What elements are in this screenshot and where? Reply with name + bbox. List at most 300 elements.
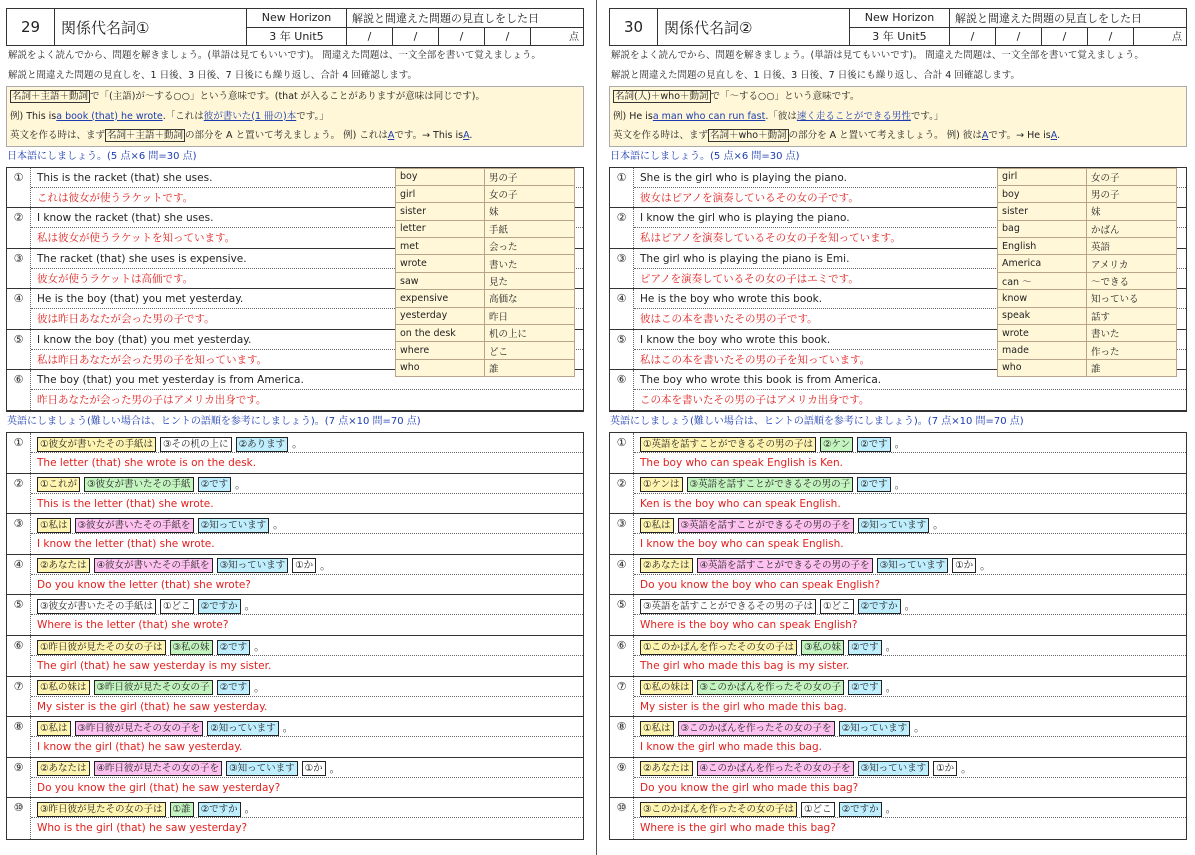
vocab-english: bag	[998, 220, 1087, 237]
answer-english[interactable]: Do you know the boy who can speak English?	[640, 578, 880, 591]
grammar-text: の部分を A と置いて考えましょう。 例) 彼は	[788, 130, 982, 141]
hint-chip: ②知っています	[207, 721, 279, 736]
answer-english[interactable]: The girl who made this bag is my sister.	[640, 660, 850, 673]
question-row	[610, 798, 1186, 839]
question-number: ⑥	[7, 636, 31, 676]
grammar-text: .「これは	[162, 110, 204, 122]
hint-chip: ③彼女が書いたその手紙は	[37, 599, 156, 614]
grammar-text: で「(主語)が～する○○」という意味です。(that が入ることがありますが意味は同じです)。	[90, 91, 485, 102]
answer-english[interactable]: Where is the letter (that) she wrote?	[37, 619, 229, 632]
question-row	[7, 433, 583, 474]
sentence-end: 。	[282, 722, 294, 735]
answer-english[interactable]: The letter (that) she wrote is on the desk.	[37, 457, 257, 470]
vocab-japanese: 誰	[1087, 359, 1177, 376]
question-row	[610, 636, 1186, 677]
question-number: ③	[7, 514, 31, 554]
date-slot[interactable]: /	[485, 28, 531, 45]
question-english: The boy who wrote this book is from America.	[634, 370, 1186, 390]
instruction-line: 解説と間違えた問題の見直しを、1 日後、3 日後、7 日後にも繰り返し、合計 4 回確認します。	[8, 70, 418, 81]
grammar-text: 例) This is	[10, 110, 57, 122]
question-number: ②	[610, 208, 634, 248]
question-content	[31, 677, 583, 717]
vocab-japanese: 高価な	[485, 290, 575, 307]
lesson-title: 関係代名詞②	[658, 9, 850, 45]
instruction-line: 解説をよく読んでから、問題を解きましょう。(単語は見てもいいです)。 間違えた問題は、一文全部を書いて覚えましょう。	[611, 50, 1144, 61]
vocab-japanese: 誰	[485, 359, 575, 376]
hint-chip: ①このかばんを作ったその女の子は	[640, 640, 797, 655]
question-number: ⑧	[7, 717, 31, 757]
grammar-text: 英文を作る時は、まず	[613, 130, 709, 141]
hint-chip: ②ですか	[198, 802, 241, 817]
hint-chip: ②です	[857, 437, 891, 452]
hint-chip: ②ケン	[820, 437, 853, 452]
vocab-japanese: 女の子	[1087, 168, 1177, 185]
hint-chips	[31, 717, 583, 737]
question-number: ①	[610, 433, 634, 473]
grammar-example	[10, 107, 580, 127]
sentence-end: 。	[933, 519, 944, 532]
question-english: I know the boy who wrote this book.	[634, 330, 1186, 350]
question-number: ⑥	[7, 370, 31, 410]
answer-english[interactable]: Who is the girl (that) he saw yesterday?	[37, 822, 248, 835]
grammar-example	[613, 107, 1183, 127]
sentence-end: 。	[244, 803, 256, 816]
vocab-english: sister	[396, 203, 485, 220]
hint-chip: ③彼女が書いたその手紙を	[75, 518, 194, 533]
vocab-row	[998, 185, 1177, 202]
question-number: ⑨	[7, 758, 31, 798]
question-english: I know the girl who is playing the piano.	[634, 208, 1186, 228]
question-number: ⑩	[610, 798, 634, 839]
vocab-row	[998, 203, 1177, 220]
vocab-english: saw	[396, 272, 485, 289]
vocab-english: girl	[998, 168, 1087, 185]
question-number: ③	[7, 249, 31, 289]
sentence-end: 。	[885, 681, 897, 694]
question-number: ③	[610, 514, 634, 554]
grammar-text: .	[1057, 130, 1061, 141]
question-row	[610, 677, 1186, 718]
hint-chip: ①私は	[37, 721, 71, 736]
hint-chips	[634, 595, 1186, 615]
answer-japanese[interactable]: これは彼女が使うラケットです。	[37, 191, 194, 204]
vocab-row	[396, 220, 575, 237]
hint-chip: ①ケンは	[640, 477, 683, 492]
sentence-end: 。	[273, 519, 284, 532]
grammar-text: です。」	[910, 110, 944, 122]
grammar-tip	[613, 126, 1183, 146]
question-english: She is the girl who is playing the piano.	[634, 168, 1186, 188]
grammar-text: です。→ This is	[394, 130, 464, 141]
answer-english[interactable]: Do you know the girl (that) he saw yesterday?	[37, 781, 281, 794]
hint-chips	[634, 636, 1186, 656]
question-number: ⑥	[610, 370, 634, 410]
question-english: The girl who is playing the piano is Emi.	[634, 249, 1186, 269]
review-dates	[347, 9, 583, 45]
grammar-explanation	[6, 86, 584, 147]
question-content	[31, 595, 583, 635]
hint-chip: ②あなたは	[640, 761, 693, 776]
answer-japanese[interactable]: 彼女が使うラケットは高価です。	[37, 272, 194, 285]
answer-english[interactable]: The girl (that) he saw yesterday is my sister.	[37, 660, 272, 673]
hint-chip: ④このかばんを作ったその女の子を	[697, 761, 854, 776]
question-row	[7, 677, 583, 718]
vocab-row	[998, 238, 1177, 255]
hint-chips	[634, 514, 1186, 534]
answer-english[interactable]: My sister is the girl (that) he saw yesterday.	[37, 700, 268, 713]
grammar-tip	[10, 126, 580, 146]
vocab-row	[396, 185, 575, 202]
question-number: ①	[7, 433, 31, 473]
answer-english[interactable]: This is the letter (that) she wrote.	[37, 497, 214, 510]
vocab-japanese: 妹	[485, 203, 575, 220]
translation-block	[6, 167, 584, 413]
vocab-japanese: アメリカ	[1087, 255, 1177, 272]
question-row	[7, 798, 583, 839]
answer-english[interactable]: I know the boy who can speak English.	[640, 538, 844, 551]
question-content	[31, 636, 583, 676]
question-content	[31, 433, 583, 473]
question-english: He is the boy who wrote this book.	[634, 289, 1186, 309]
vocab-japanese: 女の子	[485, 185, 575, 202]
hint-chip: ①誰	[170, 802, 194, 817]
hint-chip: ①英語を話すことができるその男の子は	[640, 437, 816, 452]
hint-chip: ④彼女が書いたその手紙を	[94, 558, 213, 573]
question-row	[7, 474, 583, 515]
question-content	[31, 555, 583, 595]
vocab-english: where	[396, 342, 485, 359]
question-number: ④	[610, 289, 634, 329]
vocab-row	[396, 325, 575, 342]
instruction-line: 解説と間違えた問題の見直しを、1 日後、3 日後、7 日後にも繰り返し、合計 4 回確認します。	[611, 70, 1021, 81]
placeholder-a: A	[981, 130, 989, 141]
sentence-end: 。	[254, 681, 265, 694]
sentence-end: 。	[320, 559, 331, 572]
hint-chip: ②あなたは	[37, 761, 90, 776]
placeholder-a: A	[387, 130, 395, 141]
answer-english[interactable]: Ken is the boy who can speak English.	[640, 497, 841, 510]
hint-chip: ②知っています	[839, 721, 911, 736]
sentence-end: 。	[894, 478, 906, 491]
vocab-english: made	[998, 342, 1087, 359]
answer-japanese[interactable]: 私はピアノを演奏しているその女の子を知っています。	[640, 232, 901, 245]
answer-japanese[interactable]: 私はこの本を書いたその男の子を知っています。	[640, 353, 871, 366]
question-number: ④	[7, 555, 31, 595]
hint-chip: ①私の妹は	[37, 680, 90, 695]
hint-chips	[31, 595, 583, 615]
unit-label: 3 年 Unit5	[269, 30, 324, 44]
answer-japanese[interactable]: 彼は昨日あなたが会った男の子です。	[37, 313, 215, 326]
hint-chip: ①私は	[37, 518, 71, 533]
question-row	[610, 474, 1186, 515]
date-slot[interactable]: /	[996, 28, 1042, 45]
date-slot[interactable]: /	[439, 28, 485, 45]
sentence-end: 。	[292, 438, 303, 451]
vocab-english: who	[396, 359, 485, 376]
question-row	[7, 758, 583, 799]
hint-chip: ①私の妹は	[640, 680, 693, 695]
hint-chip: ①昨日彼が見たその女の子は	[37, 640, 166, 655]
instruction-line: 解説をよく読んでから、問題を解きましょう。(単語は見てもいいです)。 間違えた問題は、一文全部を書いて覚えましょう。	[8, 50, 541, 61]
vocab-row	[396, 290, 575, 307]
answer-japanese[interactable]: ピアノを演奏しているその女の子はエミです。	[640, 272, 859, 285]
date-slot[interactable]: /	[950, 28, 996, 45]
hint-chip: ④英語を話すことができるその男の子を	[697, 558, 873, 573]
question-content	[31, 798, 583, 839]
question-content	[634, 758, 1186, 798]
question-content	[634, 474, 1186, 514]
question-number: ⑨	[610, 758, 634, 798]
textbook-name: New Horizon	[850, 9, 949, 28]
answer-english[interactable]: Do you know the letter (that) she wrote?	[37, 578, 251, 591]
hint-chip: ③私の妹	[801, 640, 844, 655]
answer-japanese[interactable]: この本を書いたその男の子はアメリカ出身です。	[640, 394, 870, 407]
sentence-end: 。	[904, 600, 916, 613]
translation-block	[609, 167, 1187, 413]
vocab-row	[998, 359, 1177, 376]
answer-japanese[interactable]: 私は彼女が使うラケットを知っています。	[37, 232, 236, 245]
hint-chip: ②です	[857, 477, 891, 492]
question-english: I know the boy (that) you met yesterday.	[31, 330, 583, 350]
review-title: 解説と間違えた問題の見直しをした日	[347, 9, 583, 28]
hint-chips	[31, 555, 583, 575]
vocab-row	[396, 272, 575, 289]
vocab-row	[998, 272, 1177, 289]
sentence-end: 。	[254, 641, 265, 654]
question-number: ①	[7, 168, 31, 208]
composition-block	[609, 432, 1187, 840]
date-slot[interactable]: /	[347, 28, 393, 45]
vocab-english: wrote	[396, 255, 485, 272]
lesson-number: 30	[610, 9, 658, 45]
question-content	[634, 555, 1186, 595]
hint-chip: ①どこ	[820, 599, 854, 614]
grammar-text: 例) He is	[613, 110, 653, 122]
sentence-end: 。	[914, 722, 925, 735]
answer-japanese[interactable]: 彼女はピアノを演奏しているその女の子です。	[640, 191, 859, 204]
hint-chip: ①か	[302, 761, 326, 776]
hint-chip: ③英語を話すことができるその男の子は	[640, 599, 816, 614]
hint-chips	[634, 677, 1186, 697]
question-content	[634, 433, 1186, 473]
worksheet-page	[6, 8, 584, 840]
question-content	[634, 636, 1186, 676]
date-slot[interactable]: /	[393, 28, 439, 45]
question-row	[610, 514, 1186, 555]
question-content	[31, 514, 583, 554]
hint-chip: ③英語を話すことができるその男の子を	[678, 518, 854, 533]
vocab-english: met	[396, 238, 485, 255]
answer-english[interactable]: Where is the girl who made this bag?	[640, 822, 836, 835]
answer-english[interactable]: Where is the boy who can speak English?	[640, 619, 858, 632]
hint-chips	[31, 474, 583, 494]
vocab-english: speak	[998, 307, 1087, 324]
vocab-japanese: ～できる	[1087, 272, 1177, 289]
composition-block	[6, 432, 584, 840]
grammar-text: です。→ He is	[988, 130, 1051, 141]
question-english: This is the racket (that) she uses.	[31, 168, 583, 188]
question-number: ⑤	[610, 595, 634, 635]
section-heading: 日本語にしましょう。(5 点×6 問=30 点)	[7, 150, 197, 162]
hint-chip: ④昨日彼が見たその女の子を	[94, 761, 223, 776]
example-japanese: 速く走ることができる男性	[796, 110, 911, 122]
vocab-row	[998, 168, 1177, 185]
sentence-end: 。	[961, 762, 972, 775]
question-row	[610, 433, 1186, 474]
question-row	[7, 514, 583, 555]
vocab-english: sister	[998, 203, 1087, 220]
section-heading: 英語にしましょう(難しい場合は、ヒントの語順を参考にしましょう)。(7 点×10 問=70 点)	[610, 416, 1024, 428]
vocab-japanese: かばん	[1087, 220, 1177, 237]
answer-english[interactable]: I know the girl who made this bag.	[640, 741, 822, 754]
sentence-end: 。	[885, 803, 897, 816]
vocab-row	[396, 238, 575, 255]
worksheet-header	[6, 8, 584, 46]
vocab-english: who	[998, 359, 1087, 376]
vocab-japanese: 男の子	[485, 168, 575, 185]
hint-chip: ③このかばんを作ったその女の子を	[678, 721, 835, 736]
hint-chips	[634, 474, 1186, 494]
question-english: The racket (that) she uses is expensive.	[31, 249, 583, 269]
vocab-japanese: 手紙	[485, 220, 575, 237]
sentence-end: 。	[235, 478, 246, 491]
hint-chip: ②あります	[236, 437, 289, 452]
question-row	[7, 717, 583, 758]
example-japanese: 彼が書いた(1 冊の)本	[203, 110, 297, 122]
answer-japanese[interactable]: 昨日あなたが会った男の子はアメリカ出身です。	[37, 394, 267, 407]
vocab-row	[396, 168, 575, 185]
points-label: 点	[569, 32, 579, 43]
hint-chip: ③私の妹	[170, 640, 213, 655]
vocab-japanese: 知っている	[1087, 290, 1177, 307]
date-slot[interactable]: /	[1088, 28, 1134, 45]
grammar-text: です。」	[296, 110, 329, 122]
question-number: ⑤	[7, 595, 31, 635]
grammar-line	[613, 87, 1183, 107]
hint-chip: ③知っています	[858, 761, 930, 776]
hint-chip: ①どこ	[801, 802, 835, 817]
answer-japanese[interactable]: 私は昨日あなたが会った男の子を知っています。	[37, 353, 268, 366]
question-number: ③	[610, 249, 634, 289]
hint-chip: ③このかばんを作ったその女の子	[697, 680, 845, 695]
question-number: ②	[610, 474, 634, 514]
hint-chip: ②です	[848, 680, 882, 695]
example-english: a man who can run fast	[652, 110, 766, 122]
hint-chip: ②知っています	[198, 518, 270, 533]
vocabulary-table	[997, 168, 1177, 378]
grammar-text: .	[469, 130, 473, 141]
hint-chip: ③昨日彼が見たその女の子は	[37, 802, 166, 817]
hint-chips	[634, 555, 1186, 575]
hint-chip: ②あなたは	[640, 558, 693, 573]
question-row	[610, 595, 1186, 636]
pattern-box: 名詞＋主語＋動詞	[12, 91, 89, 102]
question-content	[31, 758, 583, 798]
hint-chip: ①彼女が書いたその手紙は	[37, 437, 156, 452]
hint-chips	[634, 717, 1186, 737]
vocab-japanese: 書いた	[1087, 325, 1177, 342]
answer-english[interactable]: Do you know the girl who made this bag?	[640, 781, 859, 794]
vocab-japanese: 書いた	[485, 255, 575, 272]
grammar-text: の部分を A と置いて考えましょう。 例) これは	[185, 130, 388, 141]
grammar-text: .「彼は	[765, 110, 797, 122]
hint-chip: ①か	[933, 761, 957, 776]
vocab-english: on the desk	[396, 325, 485, 342]
date-slot[interactable]: /	[1042, 28, 1088, 45]
question-number: ⑦	[610, 677, 634, 717]
answer-japanese[interactable]: 彼はこの本を書いたその男の子です。	[640, 313, 818, 326]
answer-english[interactable]: I know the girl (that) he saw yesterday.	[37, 741, 243, 754]
question-content	[634, 514, 1186, 554]
hint-chips	[31, 798, 583, 818]
vocab-japanese: どこ	[485, 342, 575, 359]
hint-chip: ②です	[217, 640, 251, 655]
vocab-english: wrote	[998, 325, 1087, 342]
date-slots	[347, 28, 583, 45]
hint-chip: ①私は	[640, 518, 674, 533]
lesson-title: 関係代名詞①	[55, 9, 247, 45]
vocab-english: boy	[396, 168, 485, 185]
placeholder-a: A	[463, 130, 470, 141]
vocab-row	[998, 255, 1177, 272]
pattern-box: 名詞＋who＋動詞	[710, 130, 787, 141]
sentence-end: 。	[894, 438, 906, 451]
hint-chip: ③このかばんを作ったその女の子は	[640, 802, 797, 817]
hint-chip: ③昨日彼が見たその女の子	[94, 680, 213, 695]
hint-chip: ③昨日彼が見たその女の子を	[75, 721, 204, 736]
vocab-japanese: 会った	[485, 238, 575, 255]
question-row	[610, 555, 1186, 596]
question-number: ①	[610, 168, 634, 208]
question-row	[610, 717, 1186, 758]
sentence-end: 。	[980, 559, 991, 572]
question-number: ②	[7, 208, 31, 248]
section-heading: 日本語にしましょう。(5 点×6 問=30 点)	[610, 150, 800, 162]
question-english: I know the racket (that) she uses.	[31, 208, 583, 228]
question-content	[634, 717, 1186, 757]
grammar-explanation	[609, 86, 1187, 147]
hint-chip: ①どこ	[160, 599, 194, 614]
question-number: ④	[7, 289, 31, 329]
question-english: He is the boy (that) you met yesterday.	[31, 289, 583, 309]
hint-chip: ②知っています	[858, 518, 930, 533]
hint-chips	[31, 514, 583, 534]
question-row	[610, 758, 1186, 799]
vocab-japanese: 男の子	[1087, 185, 1177, 202]
answer-english[interactable]: I know the letter (that) she wrote.	[37, 538, 215, 551]
vocab-japanese: 英語	[1087, 238, 1177, 255]
question-content	[31, 474, 583, 514]
question-content	[634, 595, 1186, 635]
hint-chip: ②です	[848, 640, 882, 655]
hint-chip: ②ですか	[858, 599, 901, 614]
vocab-english: can ～	[998, 272, 1087, 289]
question-row	[7, 595, 583, 636]
vocab-row	[396, 342, 575, 359]
textbook-info	[850, 9, 950, 45]
question-content	[634, 798, 1186, 839]
pattern-box: 名詞(人)＋who＋動詞	[615, 91, 709, 102]
question-number: ⑤	[610, 330, 634, 370]
hint-chip: ②です	[198, 477, 232, 492]
review-title: 解説と間違えた問題の見直しをした日	[950, 9, 1186, 28]
vocab-row	[998, 342, 1177, 359]
answer-english[interactable]: The boy who can speak English is Ken.	[640, 457, 843, 470]
hint-chip: ②あなたは	[37, 558, 90, 573]
answer-english[interactable]: My sister is the girl who made this bag.	[640, 700, 847, 713]
hint-chip: ③知っています	[877, 558, 949, 573]
vocab-japanese: 作った	[1087, 342, 1177, 359]
